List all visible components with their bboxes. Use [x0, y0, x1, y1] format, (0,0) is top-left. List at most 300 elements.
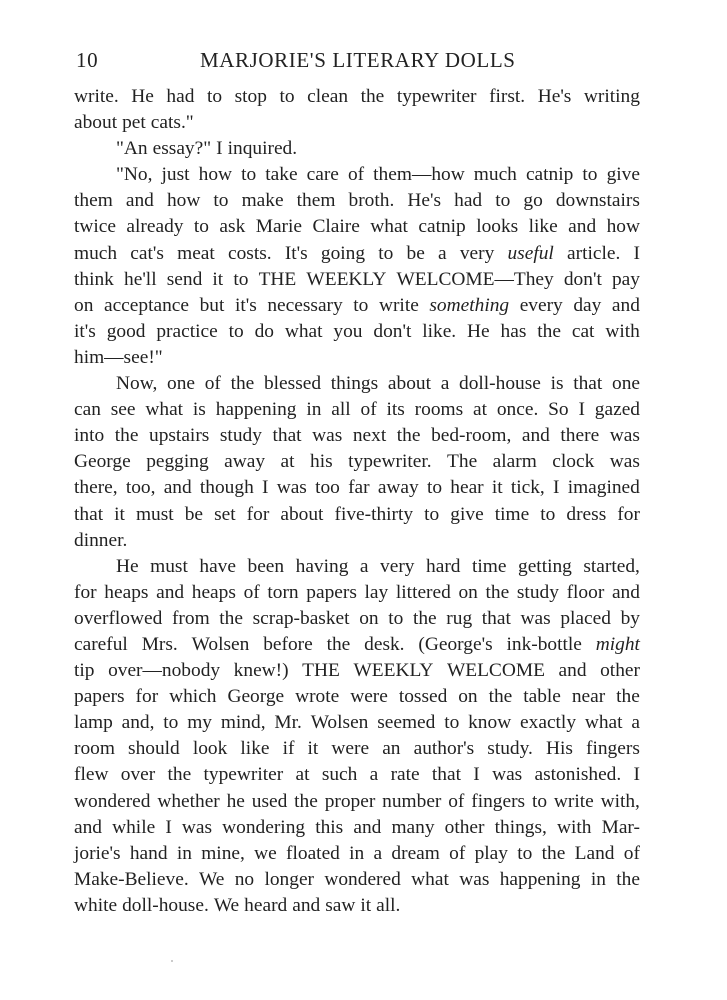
word: it: [212, 268, 224, 290]
word: cat: [571, 320, 595, 342]
word: doll-house: [459, 373, 541, 395]
word: the: [396, 425, 421, 447]
word: and: [292, 894, 321, 916]
word: We: [213, 894, 240, 916]
word: very: [459, 242, 495, 264]
word: proper: [324, 790, 376, 812]
word: much: [473, 164, 517, 186]
word: I: [633, 242, 640, 264]
word: astonished.: [534, 764, 622, 786]
word: cat's: [130, 242, 164, 264]
word: might: [595, 633, 640, 655]
word: twice: [74, 216, 116, 238]
word: and: [74, 816, 102, 838]
word: its: [386, 399, 405, 421]
text-line: [74, 710, 640, 736]
word: study.: [487, 738, 533, 760]
word: can: [74, 399, 101, 421]
word: how: [606, 216, 640, 238]
word: that: [272, 425, 302, 447]
book-title: MARJORIE'S LITERARY DOLLS: [200, 48, 516, 72]
word: it: [491, 477, 503, 499]
text-line: [74, 214, 640, 240]
word: typewriter: [396, 86, 477, 107]
word: to: [540, 503, 556, 525]
word: but: [199, 294, 225, 316]
word: to: [495, 190, 511, 212]
word: WELCOME: [446, 660, 545, 682]
word: acceptance: [103, 294, 189, 316]
page-number: 10: [76, 48, 99, 72]
word: His: [545, 738, 573, 760]
word: what: [584, 712, 623, 734]
word: what: [370, 216, 408, 238]
word: he: [226, 790, 245, 812]
word: about: [74, 112, 118, 134]
word: many: [391, 816, 435, 838]
word: what: [284, 320, 323, 342]
word: there: [560, 425, 600, 447]
word: jorie's: [74, 842, 121, 864]
word: The: [447, 451, 478, 473]
word: typewriter: [203, 764, 284, 786]
page-speck: [171, 960, 173, 962]
word: to: [426, 477, 443, 499]
word: useful: [507, 242, 554, 264]
word: give: [450, 503, 484, 525]
word: at: [280, 451, 295, 473]
word: one: [167, 373, 195, 395]
word: do: [254, 320, 274, 342]
word: was: [181, 816, 213, 838]
word: the: [294, 790, 318, 812]
word: happening: [499, 868, 581, 890]
word: a: [438, 242, 447, 264]
word: alarm: [492, 451, 537, 473]
word: article.: [567, 242, 621, 264]
word: tossed: [398, 686, 448, 708]
word: I: [262, 477, 269, 499]
word: day: [573, 294, 602, 316]
word: don't: [563, 268, 602, 290]
word: him—see!": [74, 346, 163, 368]
text-line: [74, 736, 640, 762]
text-line: [74, 475, 640, 501]
text-line: [74, 632, 640, 658]
word: placed: [560, 607, 611, 629]
word: it's: [234, 294, 257, 316]
word: mine,: [201, 842, 245, 864]
word: don't: [373, 320, 412, 342]
text-line: [74, 162, 640, 188]
word: care: [306, 164, 339, 186]
text-line: [74, 684, 640, 710]
word: to: [424, 503, 440, 525]
word: He: [467, 320, 490, 342]
word: cats.": [150, 112, 194, 134]
body-text: [74, 84, 640, 919]
word: and: [568, 216, 597, 238]
word: like.: [422, 320, 457, 342]
word: them: [296, 190, 336, 212]
word: was: [609, 425, 640, 447]
word: rug: [446, 607, 473, 629]
word: George: [227, 686, 285, 708]
word: George: [74, 451, 131, 473]
word: play: [474, 842, 508, 864]
word: We: [199, 868, 225, 890]
word: this: [315, 816, 344, 838]
word: I: [633, 764, 640, 786]
word: gazed: [594, 399, 640, 421]
word: to: [228, 320, 244, 342]
text-line: [74, 267, 640, 293]
word: at: [473, 399, 487, 421]
word: typewriter.: [348, 451, 432, 473]
word: very: [380, 555, 415, 577]
word: He: [131, 86, 154, 107]
word: next: [352, 425, 387, 447]
word: upstairs: [149, 425, 210, 447]
text-line: [74, 84, 640, 110]
word: on: [458, 581, 478, 603]
word: the: [230, 373, 255, 395]
word: the: [326, 633, 351, 655]
word: at: [295, 764, 310, 786]
word: about: [387, 373, 431, 395]
word: having: [295, 555, 349, 577]
word: to: [353, 294, 369, 316]
word: fingers: [471, 790, 526, 812]
word: much: [74, 242, 118, 264]
word: into: [74, 425, 105, 447]
word: of: [243, 581, 260, 603]
word: on: [359, 607, 379, 629]
word: one: [612, 373, 640, 395]
word: give: [606, 164, 640, 186]
word: my: [187, 712, 212, 734]
word: was: [276, 477, 307, 499]
word: of: [360, 399, 377, 421]
word: and: [611, 581, 640, 603]
word: you: [333, 320, 363, 342]
word: that: [74, 503, 104, 525]
word: a: [359, 555, 369, 577]
word: practice: [156, 320, 218, 342]
word: send: [166, 268, 203, 290]
word: tick,: [510, 477, 545, 499]
word: his: [310, 451, 333, 473]
word: to: [206, 86, 223, 107]
word: "An: [116, 138, 148, 160]
word: them: [74, 190, 113, 212]
word: lamp: [74, 712, 113, 734]
word: He's: [537, 86, 572, 107]
word: downstairs: [555, 190, 640, 212]
word: on: [458, 686, 478, 708]
word: things,: [494, 816, 547, 838]
word: the: [167, 764, 192, 786]
word: exactly: [520, 712, 577, 734]
text-line: [74, 893, 640, 919]
text-line: [74, 658, 640, 684]
word: have: [199, 555, 236, 577]
word: them—how: [373, 164, 465, 186]
word: catnip: [525, 164, 574, 186]
word: floor: [566, 581, 605, 603]
word: were: [331, 738, 370, 760]
word: essay?": [152, 138, 212, 160]
word: for: [74, 581, 97, 603]
word: stop: [234, 86, 267, 107]
word: for: [246, 503, 270, 525]
word: wrote: [295, 686, 340, 708]
word: think: [74, 268, 114, 290]
word: and,: [121, 712, 155, 734]
word: it: [360, 894, 372, 916]
word: good: [106, 320, 146, 342]
word: like: [240, 738, 270, 760]
word: and: [611, 294, 640, 316]
word: though: [199, 477, 254, 499]
word: first.: [489, 86, 526, 107]
word: to: [444, 712, 460, 734]
word: table: [523, 686, 561, 708]
word: just: [161, 164, 190, 186]
word: costs.: [227, 242, 272, 264]
word: "No,: [116, 164, 153, 186]
word: to: [517, 842, 533, 864]
word: time: [472, 555, 507, 577]
word: rate: [390, 764, 420, 786]
word: heaps: [104, 581, 149, 603]
word: for: [617, 503, 640, 525]
word: of: [448, 790, 465, 812]
word: rooms: [414, 399, 464, 421]
word: It's: [284, 242, 308, 264]
word: there,: [74, 477, 118, 499]
word: the: [360, 86, 385, 107]
word: time: [494, 503, 530, 525]
word: has: [500, 320, 527, 342]
word: Land: [574, 842, 615, 864]
word: clock: [552, 451, 595, 473]
word: if: [282, 738, 295, 760]
word: dress: [566, 503, 607, 525]
word: which: [169, 686, 217, 708]
text-line: [74, 867, 640, 893]
word: a: [631, 712, 640, 734]
word: of: [347, 164, 365, 186]
text-line: [74, 188, 640, 214]
word: heaps: [191, 581, 236, 603]
word: already: [126, 216, 184, 238]
word: look: [192, 738, 228, 760]
text-line: [74, 397, 640, 423]
word: too: [315, 477, 340, 499]
word: was: [609, 451, 640, 473]
word: wondered: [74, 790, 151, 812]
text-line: [74, 815, 640, 841]
word: to: [233, 268, 249, 290]
word: WEEKLY: [306, 268, 387, 290]
word: is: [192, 399, 206, 421]
text-line: [74, 762, 640, 788]
word: He: [116, 555, 139, 577]
word: with: [605, 320, 640, 342]
word: Wolsen: [310, 712, 369, 734]
text-line: [74, 528, 640, 554]
word: no: [234, 868, 255, 890]
word: the: [537, 320, 561, 342]
word: was: [459, 868, 490, 890]
word: to: [193, 216, 209, 238]
word: wondering: [222, 816, 306, 838]
word: study: [516, 581, 559, 603]
word: writing: [583, 86, 640, 107]
word: was: [520, 607, 551, 629]
text-line: [74, 841, 640, 867]
text-line: [74, 423, 640, 449]
word: hard: [426, 555, 461, 577]
word: and: [156, 581, 185, 603]
word: it: [114, 503, 125, 525]
word: pay: [611, 268, 640, 290]
word: So: [548, 399, 569, 421]
word: over—nobody: [108, 660, 221, 682]
word: the: [219, 607, 243, 629]
word: the: [616, 686, 640, 708]
word: meat: [177, 242, 215, 264]
word: imagined: [567, 477, 640, 499]
word: he'll: [124, 268, 157, 290]
word: papers: [306, 581, 357, 603]
word: papers: [74, 686, 125, 708]
word: lay: [364, 581, 389, 603]
word: away: [377, 477, 419, 499]
text-line: [74, 371, 640, 397]
text-line: [74, 136, 640, 162]
word: ask: [219, 216, 246, 238]
word: to: [531, 790, 548, 812]
word: how: [166, 190, 201, 212]
word: the: [412, 607, 437, 629]
word: in: [176, 842, 192, 864]
word: take: [265, 164, 298, 186]
word: wondered: [324, 868, 401, 890]
text-line: [74, 580, 640, 606]
word: is: [550, 373, 564, 395]
word: white: [74, 894, 118, 916]
word: and: [163, 477, 192, 499]
word: five-thirty: [334, 503, 414, 525]
word: mind,: [220, 712, 266, 734]
text-line: [74, 110, 640, 136]
text-line: [74, 319, 640, 345]
word: whether: [157, 790, 220, 812]
word: other: [600, 660, 640, 682]
word: see: [110, 399, 136, 421]
word: with,: [600, 790, 640, 812]
word: should: [128, 738, 180, 760]
word: I: [473, 764, 480, 786]
word: to: [582, 164, 598, 186]
word: WEEKLY: [353, 660, 434, 682]
word: happening: [215, 399, 297, 421]
word: torn: [267, 581, 299, 603]
word: inquired.: [227, 138, 298, 160]
word: things: [330, 373, 379, 395]
word: were: [350, 686, 388, 708]
text-line: [74, 606, 640, 632]
word: write.: [74, 86, 119, 107]
word: how: [198, 164, 233, 186]
word: fingers: [586, 738, 640, 760]
word: broth.: [348, 190, 395, 212]
text-line: [74, 502, 640, 528]
word: saw: [325, 894, 356, 916]
word: in: [306, 399, 322, 421]
word: THE: [258, 268, 297, 290]
word: Marie: [255, 216, 303, 238]
word: I: [553, 477, 560, 499]
word: of: [449, 842, 466, 864]
word: I: [216, 138, 223, 160]
word: had: [454, 190, 483, 212]
word: knew!): [233, 660, 289, 682]
word: know: [468, 712, 512, 734]
word: He's: [407, 190, 442, 212]
word: far: [348, 477, 370, 499]
word: like: [528, 216, 558, 238]
word: littered: [395, 581, 451, 603]
word: Mr.: [274, 712, 302, 734]
word: dream: [391, 842, 440, 864]
word: hear: [450, 477, 484, 499]
word: dinner.: [74, 529, 128, 551]
word: room: [74, 738, 115, 760]
text-line: [74, 449, 640, 475]
word: Mrs.: [141, 633, 178, 655]
word: Make-Believe.: [74, 868, 189, 890]
word: tip: [74, 660, 95, 682]
word: seemed: [377, 712, 436, 734]
word: Wolsen: [191, 633, 250, 655]
word: with: [556, 816, 592, 838]
word: blessed: [263, 373, 322, 395]
word: necessary: [267, 294, 343, 316]
word: ink-bottle: [506, 633, 582, 655]
word: catnip: [418, 216, 466, 238]
word: by: [620, 607, 640, 629]
word: scrap-basket: [252, 607, 350, 629]
word: had: [166, 86, 195, 107]
word: to: [241, 164, 257, 186]
word: looks: [476, 216, 519, 238]
text-line: [74, 345, 640, 371]
word: hand: [129, 842, 168, 864]
word: it's: [74, 320, 96, 342]
running-head: [76, 44, 640, 74]
word: the: [485, 581, 510, 603]
word: in: [349, 842, 365, 864]
word: write: [553, 790, 594, 812]
word: heard: [244, 894, 288, 916]
word: go: [523, 190, 543, 212]
word: must: [150, 555, 188, 577]
word: to: [388, 607, 404, 629]
word: something: [429, 294, 510, 316]
